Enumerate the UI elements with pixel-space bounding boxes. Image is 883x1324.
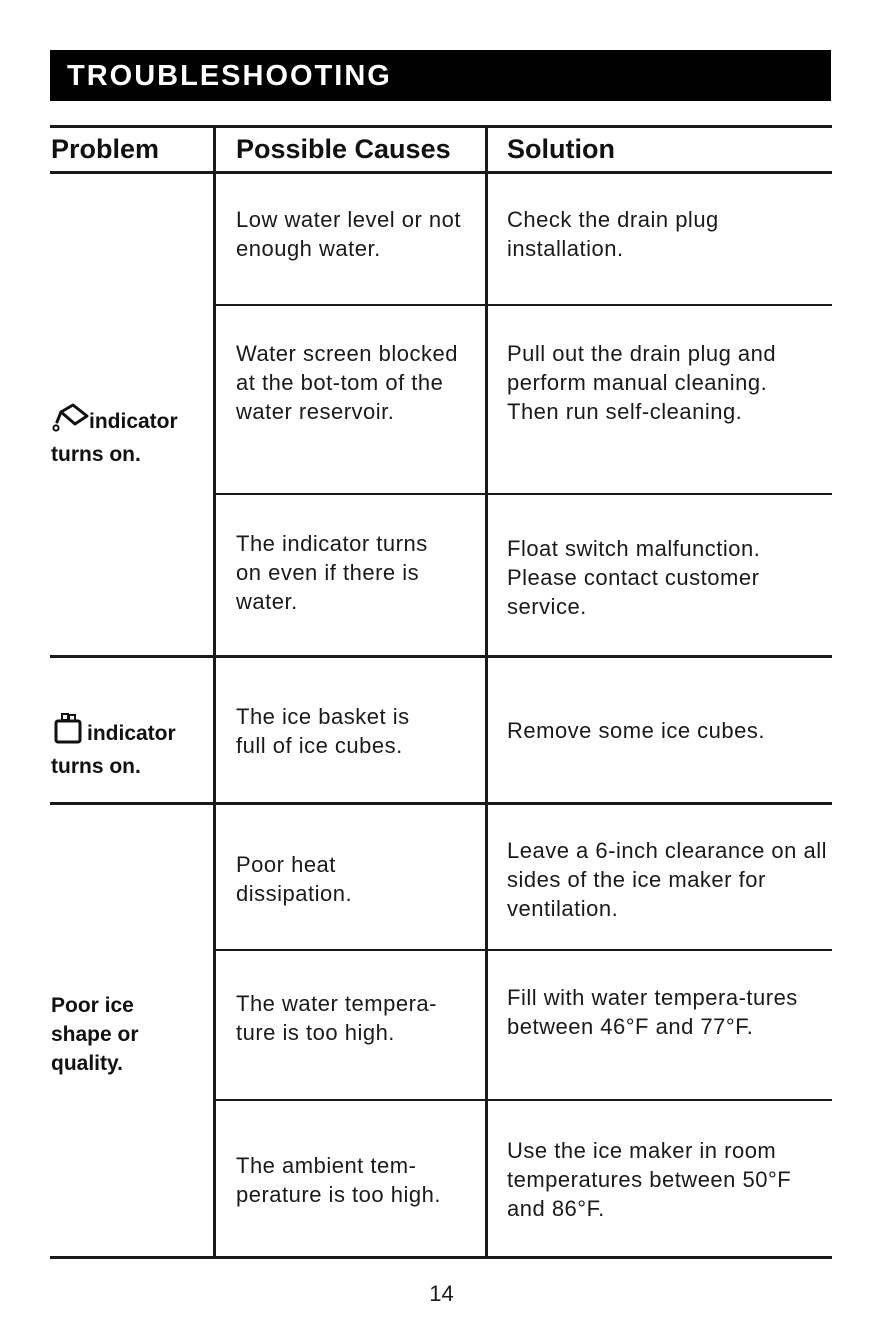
cause-text: Low water level or not enough water. <box>236 207 461 261</box>
ice-basket-icon <box>51 712 87 752</box>
problem-label-line2: turns on. <box>51 443 141 466</box>
solution-text: Fill with water tempera-tures between 46°F and 77°F. <box>507 985 798 1039</box>
solution-text: Leave a 6-inch clearance on all sides of the ice maker for ventilation. <box>507 838 828 921</box>
group-divider <box>50 655 832 658</box>
solution-text: Check the drain plug installation. <box>507 207 719 261</box>
cause-text: Poor heat dissipation. <box>236 852 353 906</box>
column-divider-1 <box>213 125 216 1259</box>
page-title: TROUBLESHOOTING <box>67 60 392 92</box>
column-divider-2 <box>485 125 488 1259</box>
problem-label-line2: turns on. <box>51 755 141 778</box>
page-number: 14 <box>429 1281 454 1306</box>
solution-text: Use the ice maker in room temperatures between 50°F and 86°F. <box>507 1138 792 1221</box>
solution-text: Float switch malfunction. Please contact customer service. <box>507 536 761 619</box>
table-top-rule <box>50 125 832 128</box>
problem-label: indicator <box>87 722 176 745</box>
cause-text: Water screen blocked at the bot-tom of the water reservoir. <box>236 341 458 424</box>
solution-text: Remove some ice cubes. <box>507 718 765 743</box>
problem-water-indicator <box>51 402 178 469</box>
problem-label: indicator <box>89 410 178 433</box>
header-bottom-rule <box>50 171 832 174</box>
row-divider <box>213 949 832 951</box>
header-problem: Problem <box>51 134 160 164</box>
cause-text: The ambient tem-perature is too high. <box>236 1153 441 1207</box>
row-divider <box>213 1099 832 1101</box>
cause-text: The ice basket is full of ice cubes. <box>236 704 410 758</box>
problem-ice-full-indicator <box>51 712 176 781</box>
row-divider <box>213 304 832 306</box>
header-possible-causes: Possible Causes <box>236 134 451 164</box>
header-solution: Solution <box>507 134 615 164</box>
solution-text: Pull out the drain plug and perform manual cleaning. Then run self-cleaning. <box>507 341 777 424</box>
cause-text: The water tempera-ture is too high. <box>236 991 437 1045</box>
title-banner <box>50 50 831 101</box>
group-divider <box>50 802 832 805</box>
cause-text: The indicator turns on even if there is water. <box>236 531 428 614</box>
row-divider <box>213 493 832 495</box>
problem-poor-ice-quality: Poor ice shape or quality. <box>51 994 139 1075</box>
table-bottom-rule <box>50 1256 832 1259</box>
water-pitcher-icon <box>51 402 89 440</box>
